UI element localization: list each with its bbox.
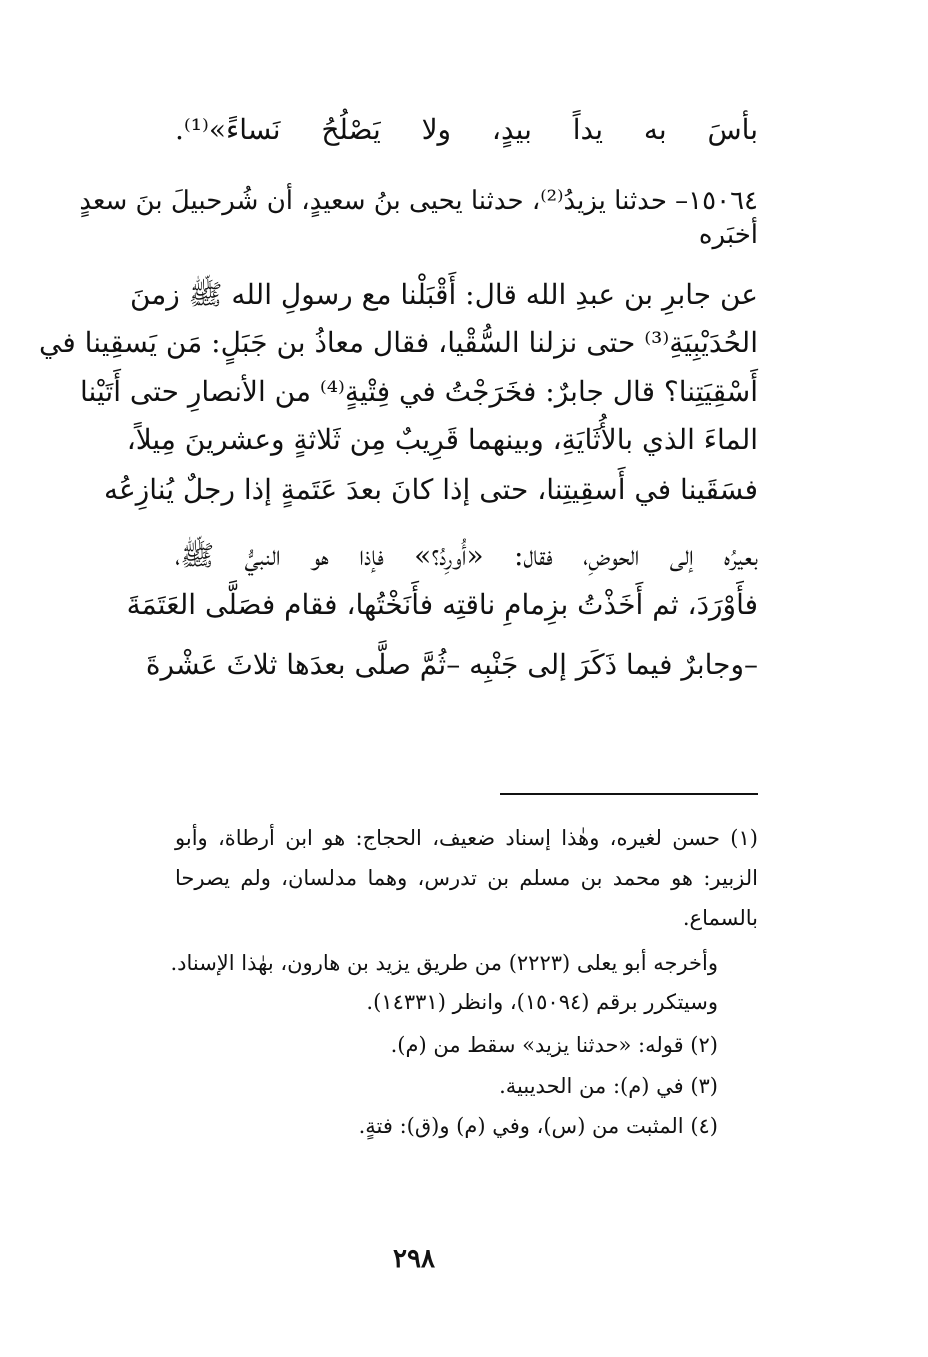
hadith-body-line: فسَقَينا في أَسقِيتِنا، حتى إذا كانَ بعدَ عَتَمةٍ إذا رجلٌ يُنازِعُه: [104, 473, 758, 506]
hadith-body-line: بعيرُه إلى الحوضِ، فقال: «أُورِدُ؟» فإذا هو النبيُّ ﷺ،: [175, 539, 758, 572]
footnote-2: (٢) قوله: «حدثنا يزيد» سقط من (م).: [390, 1033, 718, 1057]
footnote-3: (٣) في (م): من الحديبية.: [499, 1074, 718, 1098]
footnote-separator: [500, 793, 758, 795]
hadith-number-and-chain: ١٥٠٦٤– حدثنا يزيدُ⁽²⁾، حدثنا يحيى بنُ سعيدٍ، أن شُرحبيلَ بنَ سعدٍ: [79, 186, 758, 216]
footnote-1-line: بالسماع.: [682, 906, 758, 930]
hadith-body-line: –وجابرٌ فيما ذَكَرَ إلى جَنْبِه –ثُمَّ صلَّى بعدَها ثلاثَ عَشْرةَ: [145, 648, 758, 681]
hadith-chain-continuation: أخبَره: [698, 220, 758, 250]
hadith-body-line: الماءَ الذي بالأُثَايَةِ، وبينهما قَرِيبٌ مِن ثَلاثةٍ وعشرينَ مِيلاً،: [126, 423, 758, 456]
footnote-1-line: (١) حسن لغيره، وهٰذا إسناد ضعيف، الحجاج: هو ابن أرطاة، وأبو: [175, 826, 758, 850]
hadith-body-line: عن جابرِ بن عبدِ الله قال: أَقْبَلْنا مع رسولِ الله ﷺ زمنَ: [129, 278, 758, 311]
footnote-1-line: الزبير: هو محمد بن مسلم بن تدرس، وهما مدلسان، ولم يصرحا: [175, 866, 758, 890]
hadith-body-line: فأَوْرَدَ، ثم أَخَذْتُ بزِمامِ ناقتِه فأَنَخْتُها، فقام فصَلَّى العَتَمَةَ: [126, 588, 758, 621]
opening-text-line: بأسَ به يداً بيدٍ، ولا يَصْلُحُ نَساءً»⁽¹⁾.: [175, 113, 758, 146]
footnote-1-line: وسيتكرر برقم (١٥٠٩٤)، وانظر (١٤٣٣١).: [366, 990, 718, 1014]
footnote-4: (٤) المثبت من (س)، وفي (م) و(ق): فتةٍ.: [358, 1114, 718, 1138]
footnote-1-line: وأخرجه أبو يعلى (٢٢٢٣) من طريق يزيد بن هارون، بهٰذا الإسناد.: [170, 951, 718, 975]
page-number: ٢٩٨: [393, 1244, 435, 1274]
hadith-heading: [79, 184, 758, 252]
hadith-body-line: الحُدَيْبِيَةِ⁽³⁾ حتى نزلنا السُّقْيا، فقال معاذُ بن جَبَلٍ: مَن يَسقِينا في: [39, 326, 758, 359]
hadith-body-line: أَسْقِيَتِنا؟ قال جابرٌ: فخَرَجْتُ في فِتْيةٍ⁽⁴⁾ من الأنصارِ حتى أَتَيْنا: [79, 375, 758, 408]
